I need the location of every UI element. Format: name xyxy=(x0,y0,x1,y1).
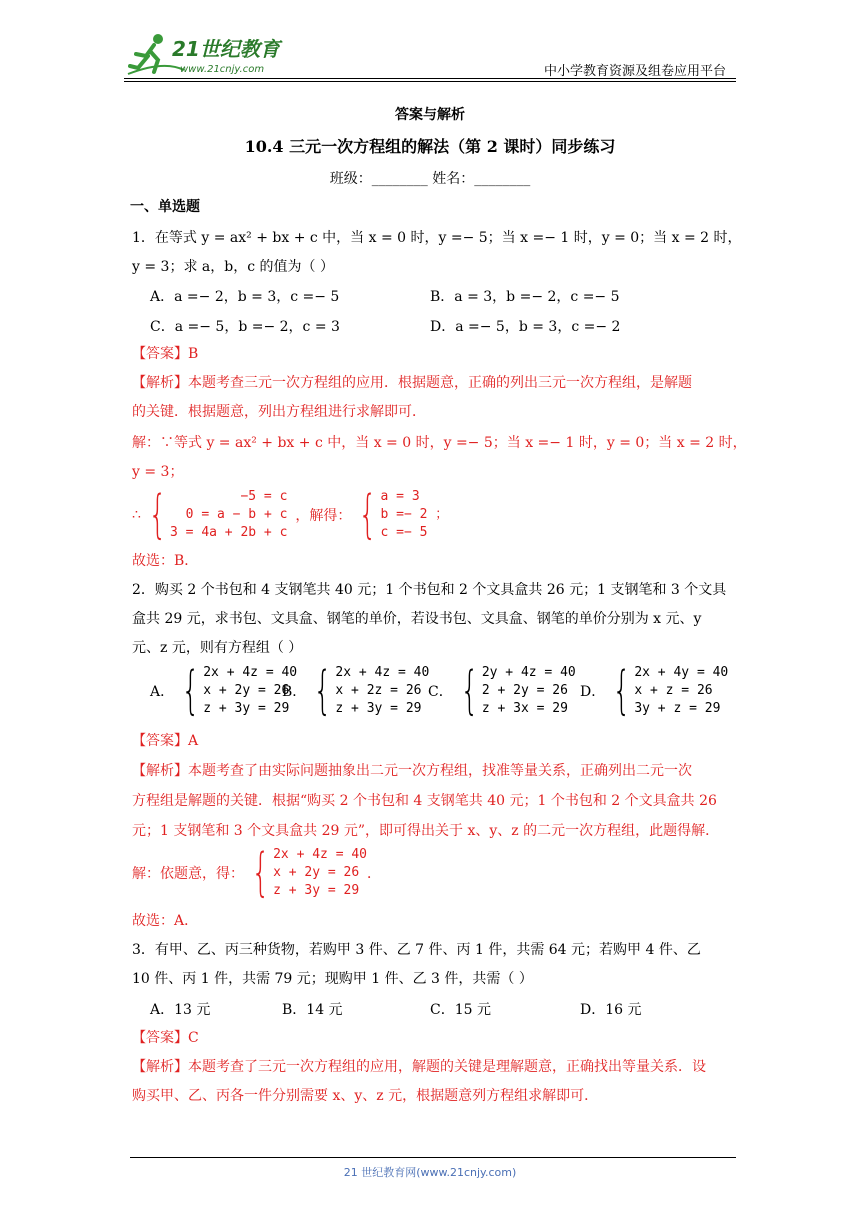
q2-solution-row: x + 2y = 26 xyxy=(273,865,360,880)
q2-option-b xyxy=(282,661,430,721)
q2-option-c-row: 2y + 4z = 40 xyxy=(481,665,576,680)
solve-word: ，解得： xyxy=(295,508,352,524)
logo-text: 21世纪教育 xyxy=(172,37,280,61)
q1-choose: 故选：B． xyxy=(132,553,199,569)
q2-option-d xyxy=(580,661,729,721)
q3-explanation-line1: 【解析】本题考查了三元一次方程组的应用，解题的关键是理解题意，正确找出等量关系．设 xyxy=(132,1059,706,1075)
q2-option-a-label: A． xyxy=(150,684,175,700)
q3-option-d: D．16 元 xyxy=(580,1002,642,1018)
q2-explanation-line3: 元；1 支钢笔和 3 个文具盒共 29 元”，即可得出关于 x、y、z 的二元一次方程组，此题得解． xyxy=(132,823,720,839)
q1-equation-system xyxy=(132,485,449,545)
q2-option-b-label: B． xyxy=(282,684,307,700)
q3-stem-line2: 10 件、丙 1 件，共需 79 元；现购甲 1 件、乙 3 件，共需（ ） xyxy=(132,971,533,987)
therefore-symbol: ∴ xyxy=(132,507,141,523)
q1-system-row: −5 = c xyxy=(240,489,288,504)
logo xyxy=(124,30,304,78)
brace-icon: { xyxy=(612,661,631,721)
q2-option-c-row: z + 3x = 29 xyxy=(481,701,568,716)
q1-solution-line1: 解：∵等式 y = ax² + bx + c 中，当 x = 0 时，y =− 5；当 x =− 1 时，y = 0；当 x = 2 时， xyxy=(132,435,747,451)
q2-solution-row: 2x + 4z = 40 xyxy=(273,847,368,862)
q2-choose: 故选：A． xyxy=(132,913,199,929)
q2-option-c-row: 2 + 2y = 26 xyxy=(481,683,568,698)
q2-option-c xyxy=(428,661,576,721)
footer-divider xyxy=(130,1157,736,1158)
q1-stem-line2: y = 3；求 a，b，c 的值为（ ） xyxy=(132,259,334,275)
q1-solution-line2: y = 3； xyxy=(132,464,184,480)
brace-icon: { xyxy=(251,843,270,903)
q1-option-b: B．a = 3，b =− 2，c =− 5 xyxy=(430,289,620,305)
q2-option-a-row: x + 2y = 26 xyxy=(203,683,290,698)
logo-url: www.21cnjy.com xyxy=(180,64,265,75)
q1-option-c: C．a =− 5，b =− 2，c = 3 xyxy=(150,319,340,335)
brace-icon: { xyxy=(460,661,479,721)
q1-option-a: A．a =− 2，b = 3，c =− 5 xyxy=(150,289,340,305)
q3-option-a: A．13 元 xyxy=(150,1002,211,1018)
q2-answer: 【答案】A xyxy=(132,733,199,749)
q3-explanation-line2: 购买甲、乙、丙各一件分别需要 x、y、z 元，根据题意列方程组求解即可． xyxy=(132,1088,599,1104)
q2-option-b-row: z + 3y = 29 xyxy=(335,701,422,716)
brace-icon: { xyxy=(181,661,200,721)
q2-option-b-row: 2x + 4z = 40 xyxy=(335,665,430,680)
section-heading: 一、单选题 xyxy=(130,199,200,215)
q1-answer: 【答案】B xyxy=(132,346,199,362)
page-title: 10.4 三元一次方程组的解法（第 2 课时）同步练习 xyxy=(244,137,616,156)
q2-explanation-line2: 方程组是解题的关键．根据“购买 2 个书包和 4 支钢笔共 40 元；1 个书包和 2 个文具盒共 26 xyxy=(132,793,717,809)
q1-system-row: 0 = a − b + c xyxy=(185,507,288,522)
q1-explanation-line1: 【解析】本题考查三元一次方程组的应用．根据题意，正确的列出三元一次方程组，是解题 xyxy=(132,375,692,391)
q1-stem-line1: 1．在等式 y = ax² + bx + c 中，当 x = 0 时，y =− 5；当 x =− 1 时，y = 0；当 x = 2 时， xyxy=(132,230,742,246)
q1-result-row: b =− 2 ； xyxy=(380,507,449,522)
q1-result-row: c =− 5 xyxy=(380,525,428,540)
q2-option-a xyxy=(150,661,298,721)
q3-stem-line1: 3．有甲、乙、丙三种货物，若购甲 3 件、乙 7 件、丙 1 件，共需 64 元；若购甲 4 件、乙 xyxy=(132,942,701,958)
kicker-title: 答案与解析 xyxy=(395,107,465,123)
q2-solution-prefix: 解：依题意，得： xyxy=(132,866,244,882)
brace-icon: { xyxy=(148,485,167,545)
q3-option-c: C．15 元 xyxy=(430,1002,491,1018)
q2-solution-row: z + 3y = 29 xyxy=(273,883,360,898)
footer-link[interactable]: 21 世纪教育网(www.21cnjy.com) xyxy=(343,1166,517,1179)
q2-option-c-label: C． xyxy=(428,684,453,700)
brace-icon: { xyxy=(313,661,332,721)
q1-system-row: 3 = 4a + 2b + c xyxy=(170,525,288,540)
q3-answer: 【答案】C xyxy=(132,1030,199,1046)
q2-option-a-row: 2x + 4z = 40 xyxy=(203,665,298,680)
brace-icon: { xyxy=(358,485,378,545)
q2-option-d-label: D． xyxy=(580,684,606,700)
header-divider-2 xyxy=(124,81,736,82)
q1-option-d: D．a =− 5，b = 3，c =− 2 xyxy=(430,319,621,335)
q1-result-row: a = 3 xyxy=(380,489,420,504)
q2-option-b-row: x + 2z = 26 xyxy=(335,683,422,698)
q2-option-d-row: 3y + z = 29 xyxy=(634,701,721,716)
q2-option-d-row: 2x + 4y = 40 xyxy=(634,665,729,680)
q3-option-b: B．14 元 xyxy=(282,1002,343,1018)
q1-explanation-line2: 的关键．根据题意，列出方程组进行求解即可． xyxy=(132,404,426,420)
q2-option-d-row: x + z = 26 xyxy=(634,683,713,698)
class-name-fields: 班级：________ 姓名：________ xyxy=(329,171,531,187)
q2-stem-line3: 元、z 元，则有方程组（ ） xyxy=(132,640,303,656)
q2-option-a-row: z + 3y = 29 xyxy=(203,701,290,716)
q2-solution xyxy=(132,843,382,903)
q2-solution-suffix: ． xyxy=(367,866,382,882)
header-platform-text: 中小学教育资源及组卷应用平台 xyxy=(543,64,726,79)
q2-stem-line2: 盒共 29 元，求书包、文具盒、钢笔的单价，若设书包、文具盒、钢笔的单价分别为 x 元、y xyxy=(132,611,702,627)
q2-explanation-line1: 【解析】本题考查了由实际问题抽象出二元一次方程组，找准等量关系，正确列出二元一次 xyxy=(132,763,692,779)
header-divider xyxy=(124,78,736,79)
q2-stem-line1: 2．购买 2 个书包和 4 支钢笔共 40 元；1 个书包和 2 个文具盒共 26 元；1 支钢笔和 3 个文具 xyxy=(132,582,727,598)
